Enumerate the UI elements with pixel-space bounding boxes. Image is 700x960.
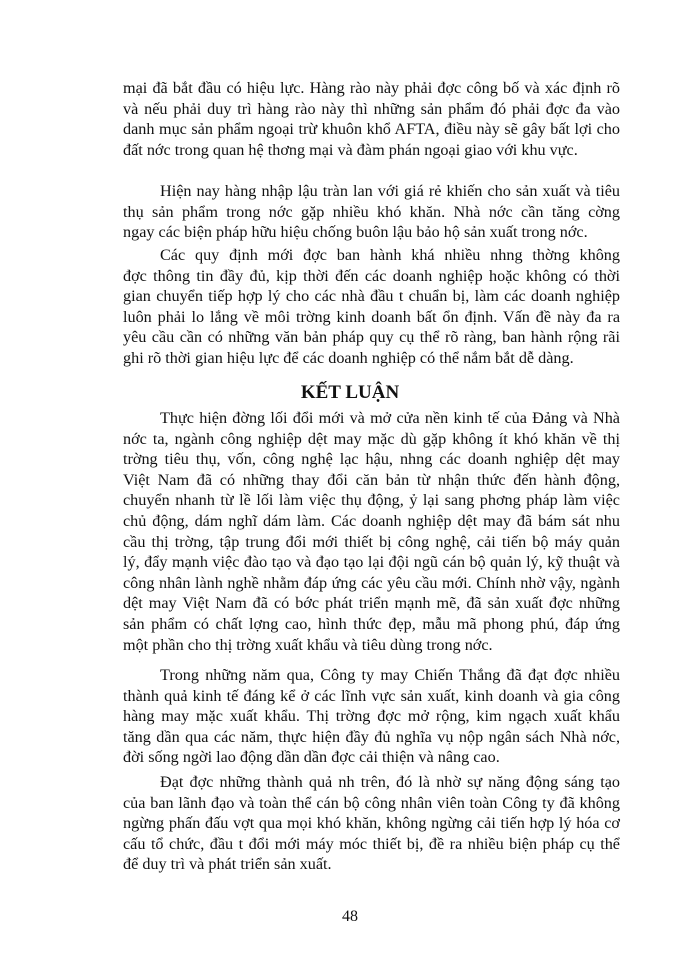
text-line: đợc thông tin đầy đủ, kịp thời đến các doanh nghiệp hoặc không có thời: [123, 266, 620, 285]
text-line: trờng tiêu thụ, vốn, công nghệ lạc hậu, nhng các doanh nghiệp dệt may: [123, 450, 620, 469]
text-line: chủ động, dám nghĩ dám làm. Các doanh nghiệp dệt may đã bám sát nhu: [123, 512, 620, 530]
text-line: chuyển nhanh từ lề lối làm việc thụ động, ỷ lại sang phơng pháp làm việc: [123, 491, 620, 510]
text-line: sản phẩm có chất lợng cao, hình thức đẹp, mẫu mã phong phú, đáp ứng: [123, 615, 620, 633]
text-line: gian chuyển tiếp hợp lý cho các nhà đầu t chuẩn bị, làm các doanh nghiệp: [123, 287, 620, 306]
text-line: mại đã bắt đầu có hiệu lực. Hàng rào này phải đợc công bố và xác định rõ: [123, 79, 620, 97]
text-line: hàng may mặc xuất khẩu. Thị trờng đợc mở rộng, kim ngạch xuất khẩu: [123, 707, 620, 726]
text-line: ngay các biện pháp hữu hiệu chống buôn lậu bảo hộ sản xuất trong nớc.: [123, 223, 588, 242]
text-line: tăng dần qua các năm, thực hiện đầy đủ nghĩa vụ nộp ngân sách Nhà nớc,: [123, 727, 620, 746]
text-line: cầu thị trờng, tập trung đổi mới thiết bị công nghệ, cải tiến bộ máy quản: [123, 532, 620, 551]
text-line: thành quả kinh tế đáng kể ở các lĩnh vực sản xuất, kinh doanh và gia công: [123, 686, 620, 705]
text-line: Trong những năm qua, Công ty may Chiến Thắng đã đạt đợc nhiều: [160, 666, 620, 684]
text-line: để duy trì và phát triển sản xuất.: [123, 855, 332, 874]
text-line: thụ sản phẩm trong nớc gặp nhiều khó khăn. Nhà nớc cần tăng cờng: [123, 202, 620, 221]
text-line: Việt Nam đã có những thay đổi căn bản từ nhận thức đến hành động,: [123, 470, 620, 489]
text-line: lý, đẩy mạnh việc đào tạo và đạo tạo lại đội ngũ cán bộ quản lý, kỹ thuật và: [123, 553, 620, 572]
text-line: Thực hiện đờng lối đổi mới và mở cửa nền kinh tế của Đảng và Nhà: [160, 409, 620, 427]
text-line: Các quy định mới đợc ban hành khá nhiều nhng thờng không: [160, 246, 620, 264]
text-line: ghi rõ thời gian hiệu lực để các doanh nghiệp có thể nắm bắt dễ dàng.: [123, 349, 574, 367]
section-heading: KẾT LUẬN: [300, 382, 400, 403]
text-line: công nhân lành nghề nhằm đáp ứng các yêu cầu mới. Chính nhờ vậy, ngành: [123, 573, 620, 592]
text-line: Hiện nay hàng nhập lậu tràn lan với giá rẻ khiến cho sản xuất và tiêu: [160, 182, 620, 200]
text-line: của ban lãnh đạo và toàn thể cán bộ công nhân viên toàn Công ty đã không: [123, 793, 620, 812]
text-line: luôn phải lo lắng về môi trờng kinh doanh bất ổn định. Vấn đề này đa ra: [123, 307, 620, 326]
page-number: 48: [342, 908, 358, 925]
text-line: dệt may Việt Nam đã có bớc phát triển mạnh mẽ, đã sản xuất đợc những: [123, 594, 620, 613]
text-line: đời sống ngời lao động dần dần đợc cải thiện và nâng cao.: [123, 748, 500, 767]
text-line: một phần cho thị trờng xuất khẩu và tiêu dùng trong nớc.: [123, 635, 493, 654]
text-line: yêu cầu cần có những văn bản pháp quy cụ thể rõ ràng, ban hành rộng rãi: [123, 328, 620, 347]
text-line: danh mục sản phẩm ngoại trừ khuôn khổ AFTA, điều này sẽ gây bất lợi cho: [123, 120, 620, 139]
text-line: Đạt đợc những thành quả nh trên, đó là nhờ sự năng động sáng tạo: [160, 773, 620, 791]
text-line: ngừng phấn đấu vợt qua mọi khó khăn, không ngừng cải tiến hợp lý hóa cơ: [123, 814, 620, 833]
text-line: đất nớc trong quan hệ thơng mại và đàm phán ngoại giao với khu vực.: [123, 140, 578, 159]
text-line: và nếu phải duy trì hàng rào này thì những sản phẩm đó phải đợc đa vào: [123, 99, 620, 118]
text-line: cấu tổ chức, đầu t đổi mới máy móc thiết bị, đề ra nhiều biện pháp cụ thể: [123, 834, 620, 853]
text-line: nớc ta, ngành công nghiệp dệt may mặc dù gặp không ít khó khăn về thị: [123, 429, 620, 448]
